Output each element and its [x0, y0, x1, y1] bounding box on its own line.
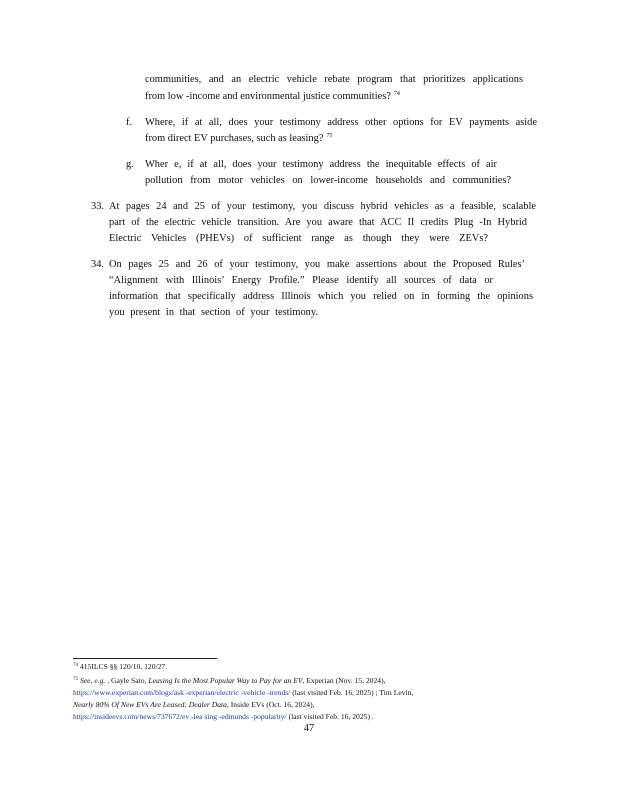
- footnote-75-line-2: https://www.experian.com/blogs/ask -experian/electric -vehicle -trends/ (last visited Feb. 16, 2025) ; Tim Levin,: [73, 688, 414, 697]
- question-33-line-1: At pages 24 and 25 of your testimony, you discuss hybrid vehicles as a feasible, scalable: [109, 201, 536, 212]
- footnote-separator: [73, 658, 217, 659]
- footnote-75-line-3: Nearly 80% Of New EVs Are Leased: Dealer Data, Inside EVs (Oct. 16, 2024),: [73, 700, 315, 709]
- question-34-line-4: you present in that section of your testimony.: [109, 307, 318, 318]
- item-g-marker: g.: [126, 159, 134, 170]
- question-34-line-1: On pages 25 and 26 of your testimony, you make assertions about the Proposed Rules’: [109, 259, 525, 270]
- item-e-line-2: from low -income and environmental justice communities? $^{74}$: [145, 91, 400, 102]
- footnote-link-insideevs[interactable]: https://insideevs.com/news/737672/ev -lea sing -edmunds -popularity/: [73, 712, 287, 721]
- question-34-line-2: “Alignment with Illinois’ Energy Profile.” Please identify all sources of data or: [109, 275, 493, 286]
- item-g-line-2: pollution from motor vehicles on lower-income households and communities?: [145, 175, 511, 186]
- question-34-line-3: information that specifically address Illinois which you relied on in forming the opinions: [109, 291, 533, 302]
- question-33-line-3: Electric Vehicles (PHEVs) of sufficient range as though they were ZEVs?: [109, 233, 488, 244]
- item-f-marker: f.: [126, 117, 133, 128]
- question-34-number: 34.: [91, 259, 104, 270]
- footnote-ref-75: 75: [326, 133, 333, 139]
- question-33-number: 33.: [91, 201, 104, 212]
- footnote-75-line-1: $^{75}$ See, e.g. , Gayle Sato, Leasing Is the Most Popular Way to Pay for an EV, Experian (Nov. 15, 2024),: [73, 676, 386, 685]
- item-g-line-1: Wher e, if at all, does your testimony address the inequitable effects of air: [145, 159, 497, 170]
- page-number: 47: [303, 723, 315, 734]
- footnote-link-experian[interactable]: https://www.experian.com/blogs/ask -experian/electric -vehicle -trends/: [73, 688, 291, 697]
- item-e-line-1: communities, and an electric vehicle rebate program that prioritizes applications: [145, 74, 523, 85]
- footnote-ref-74: 74: [393, 91, 400, 97]
- question-33-line-2: part of the electric vehicle transition. Are you aware that ACC II credits Plug -In Hybrid: [109, 217, 527, 228]
- footnote-75-line-4: https://insideevs.com/news/737672/ev -lea sing -edmunds -popularity/ (last visited Feb. 16, 2025) .: [73, 712, 374, 721]
- footnote-74: $^{74}$ 415ILCS §§ 120/10, 120/27.: [73, 662, 168, 671]
- item-f-line-2: from direct EV purchases, such as leasing? $^{75}$: [145, 133, 333, 144]
- item-f-line-1: Where, if at all, does your testimony address other options for EV payments aside: [145, 117, 537, 128]
